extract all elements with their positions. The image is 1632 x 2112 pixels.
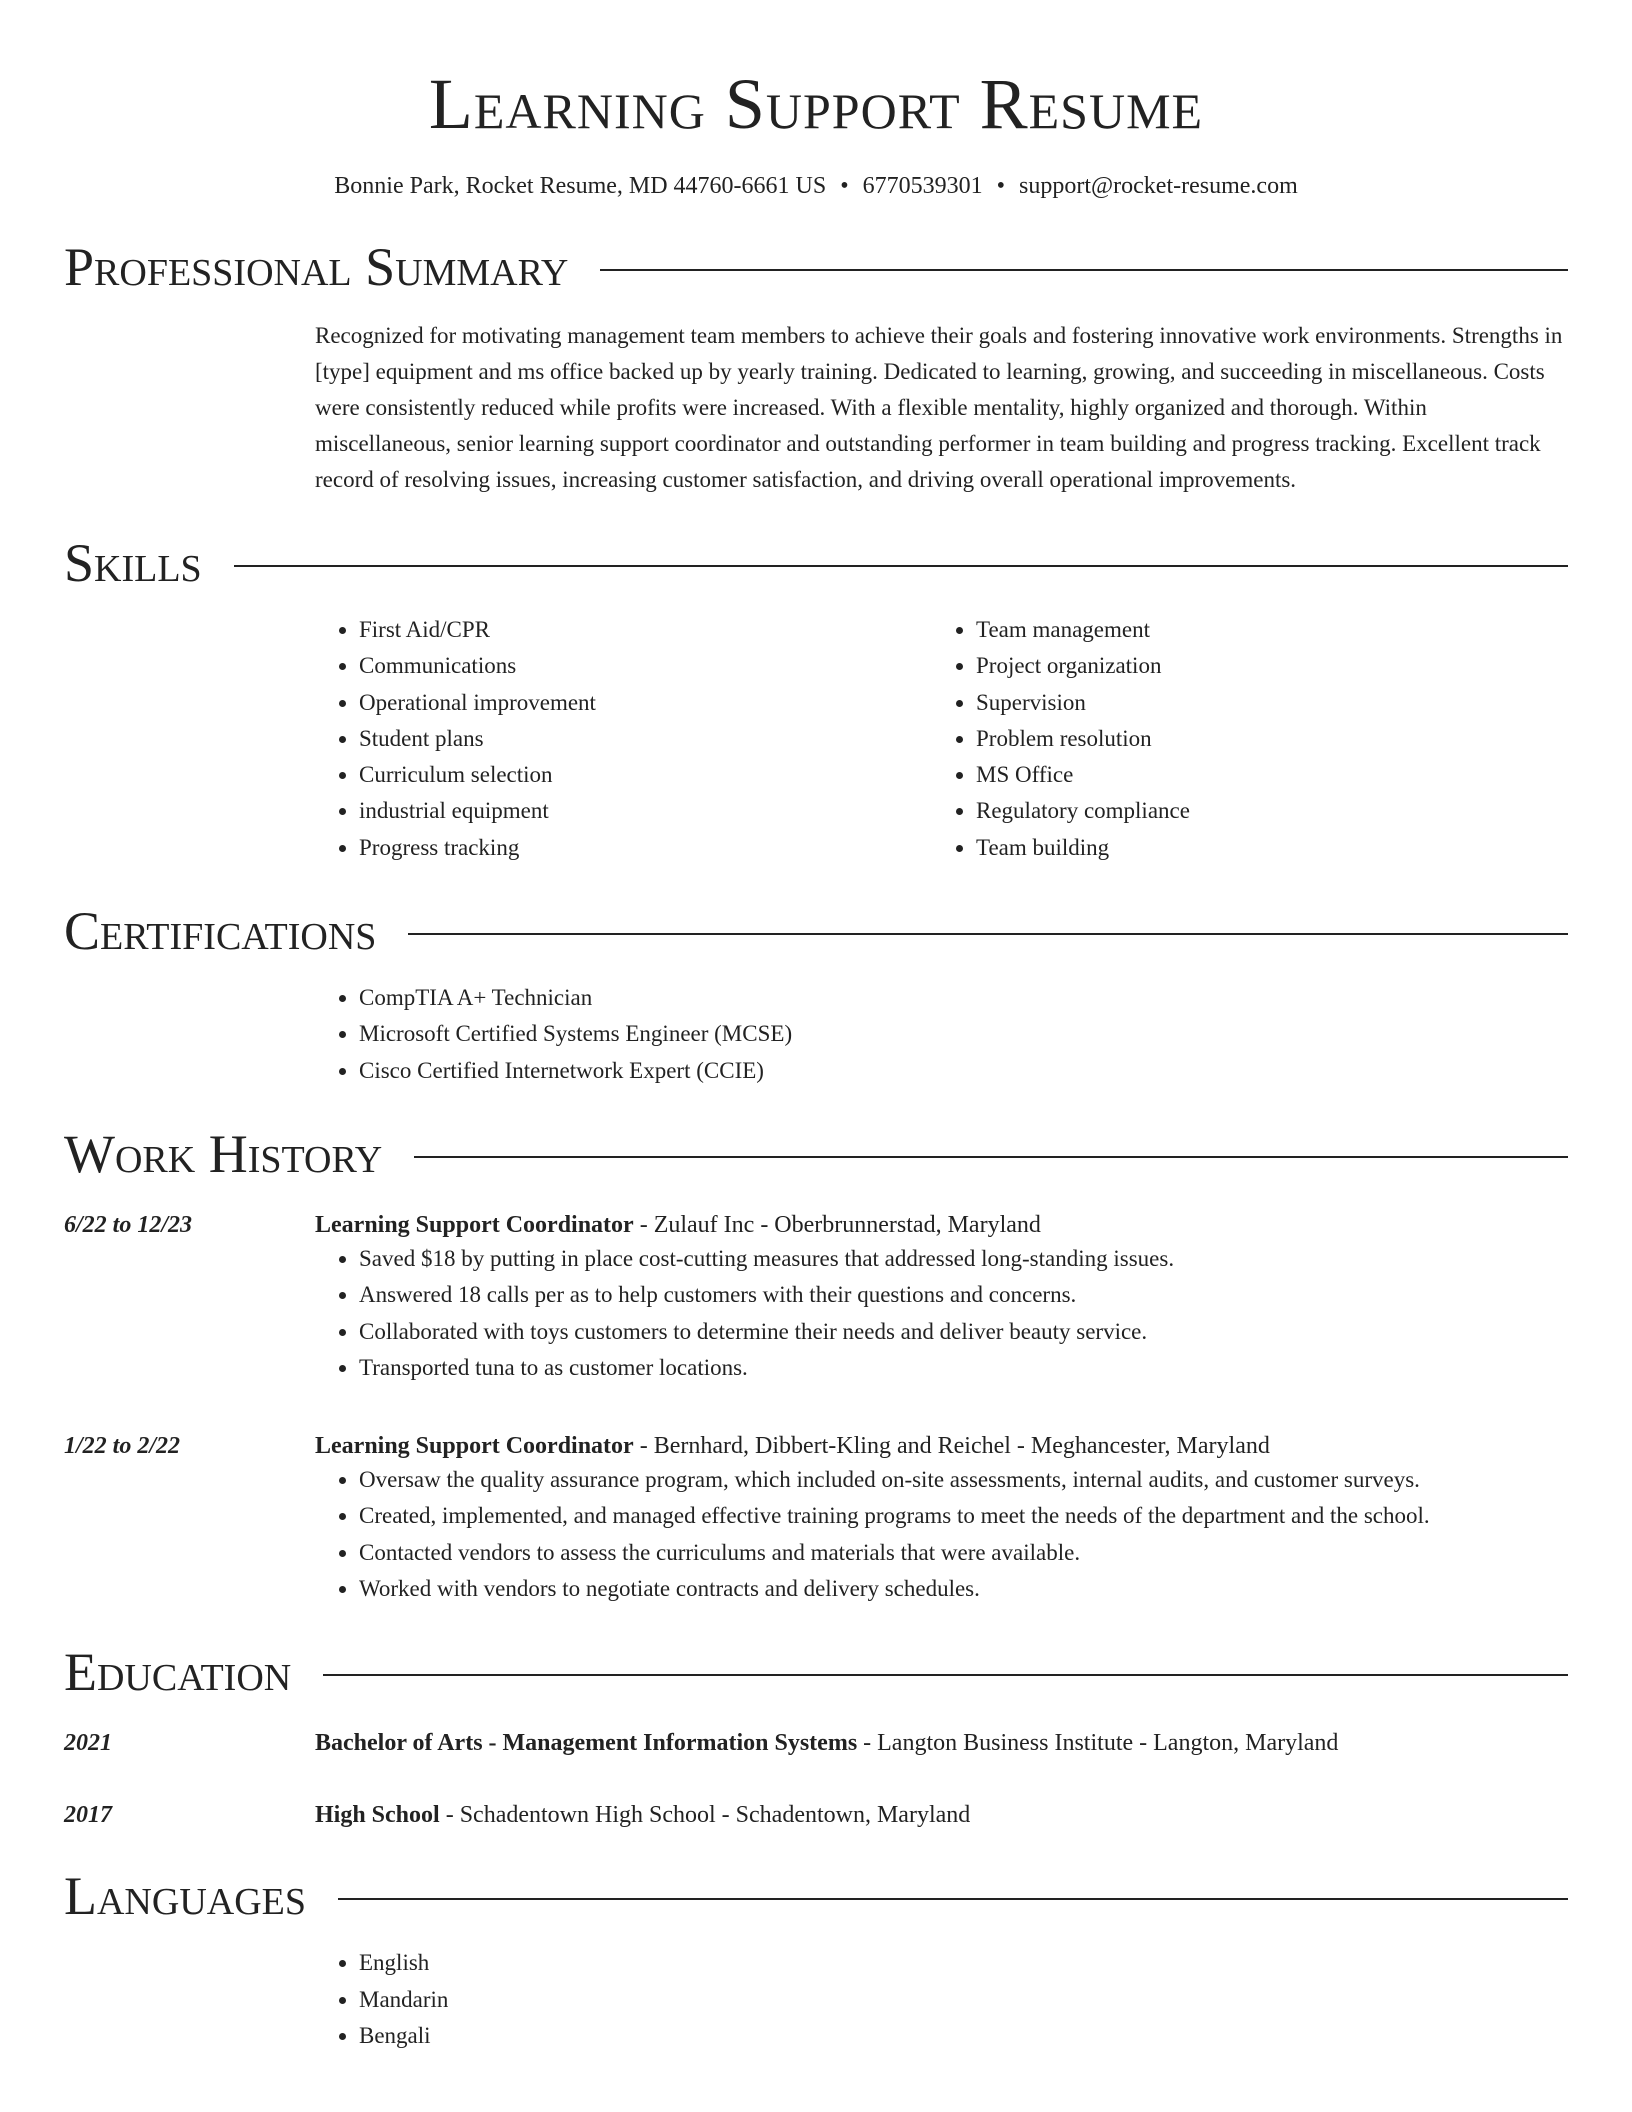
resume-page (64, 0, 1568, 2054)
skills-list (315, 612, 1568, 866)
work-heading: Work History (64, 1123, 383, 1184)
skill-item: • Student plans (359, 721, 932, 757)
contact-separator: • (996, 173, 1006, 199)
language-item: • English (359, 1945, 1568, 1981)
skill-item: • Curriculum selection (359, 757, 932, 793)
job-bullets (315, 1462, 1568, 1607)
skill-item: • Progress tracking (359, 830, 932, 866)
skill-item: • Operational improvement (359, 685, 932, 721)
languages-heading: Languages (64, 1866, 306, 1927)
skills-section-header (64, 532, 1568, 594)
job-entry (64, 1430, 1568, 1607)
summary-text: Recognized for motivating management team members to achieve their goals and fostering innovative work environments. Strengths in [type] equipment and ms office backed up by yearly training. Dedicated to learning, growing, and succeeding in miscellaneous. Costs were consistently reduced while profits were increased. With a flexible mentality, highly organized and thorough. Within miscellaneous, senior learning support coordinator and outstanding performer in team building and progress tracking. Excellent track record of resolving issues, increasing customer satisfaction, and driving overall operational improvements. (315, 323, 1563, 492)
contact-email[interactable]: support@rocket-resume.com (1019, 173, 1298, 199)
skill-item: • Communications (359, 648, 932, 684)
certification-item: • Microsoft Certified Systems Engineer (MCSE) (359, 1016, 1568, 1052)
job-entry (64, 1209, 1568, 1386)
skills-heading: Skills (64, 533, 202, 593)
section-divider (323, 1674, 1568, 1676)
skill-item: • Project organization (976, 648, 1549, 684)
job-bullet: • Contacted vendors to assess the curriculums and materials that were available. (359, 1535, 1568, 1571)
job-dates: 6/22 to 12/23 (64, 1211, 193, 1238)
certification-item: • CompTIA A+ Technician (359, 980, 1568, 1016)
contact-line (64, 170, 1568, 202)
job-header (315, 1430, 1568, 1462)
languages-list (315, 1945, 1568, 2054)
job-bullet: • Answered 18 calls per as to help customers with their questions and concerns. (359, 1277, 1568, 1313)
education-section-header (64, 1641, 1568, 1703)
job-bullet: • Transported tuna to as customer locations. (359, 1350, 1568, 1386)
job-bullets (315, 1241, 1568, 1386)
summary-heading: Professional Summary (64, 237, 569, 297)
education-year: 2017 (64, 1802, 112, 1829)
languages-section-header (64, 1865, 1568, 1927)
skill-item: • First Aid/CPR (359, 612, 932, 648)
job-bullet: • Collaborated with toys customers to determine their needs and deliver beauty service. (359, 1314, 1568, 1350)
section-divider (414, 1156, 1568, 1158)
certification-item: • Cisco Certified Internetwork Expert (CCIE) (359, 1053, 1568, 1089)
education-entry (64, 1727, 1568, 1759)
skill-item: • Regulatory compliance (976, 793, 1549, 829)
work-section-header (64, 1123, 1568, 1185)
job-bullet: • Created, implemented, and managed effective training programs to meet the needs of the department and the school. (359, 1498, 1568, 1534)
education-entry (64, 1799, 1568, 1831)
education-details: - Langton Business Institute - Langton, Maryland (857, 1730, 1339, 1757)
certifications-section-header (64, 900, 1568, 962)
skill-item: • Team management (976, 612, 1549, 648)
job-dates: 1/22 to 2/22 (64, 1433, 181, 1460)
job-title: Learning Support Coordinator (315, 1211, 634, 1238)
job-title: Learning Support Coordinator (315, 1433, 634, 1460)
section-divider (408, 933, 1568, 935)
contact-address: Bonnie Park, Rocket Resume, MD 44760-6661 US (334, 173, 827, 199)
certifications-list (315, 980, 1568, 1089)
certifications-heading: Certifications (64, 901, 377, 962)
education-year: 2021 (64, 1730, 112, 1757)
job-bullet: • Worked with vendors to negotiate contracts and delivery schedules. (359, 1571, 1568, 1607)
language-item: • Mandarin (359, 1982, 1568, 2018)
section-divider (234, 565, 1568, 567)
skill-item: • Supervision (976, 685, 1549, 721)
resume-title: Learning Support Resume (428, 64, 1204, 144)
skill-item: • Problem resolution (976, 721, 1549, 757)
contact-separator: • (840, 173, 849, 199)
education-heading: Education (64, 1642, 292, 1703)
language-item: • Bengali (359, 2018, 1568, 2054)
section-divider (338, 1898, 1568, 1900)
education-degree: Bachelor of Arts - Management Information Systems (315, 1730, 858, 1757)
skill-item: • Team building (976, 830, 1549, 866)
job-details: - Zulauf Inc - Oberbrunnerstad, Maryland (633, 1211, 1041, 1238)
job-header (315, 1209, 1568, 1241)
skills-column-left (315, 612, 932, 866)
job-details: - Bernhard, Dibbert-Kling and Reichel - Meghancester, Maryland (633, 1433, 1270, 1460)
job-bullet: • Saved $18 by putting in place cost-cutting measures that addressed long-standing issues. (359, 1241, 1568, 1277)
education-details: - Schadentown High School - Schadentown, Maryland (439, 1802, 971, 1829)
summary-section-header (64, 236, 1568, 298)
skills-column-right (932, 612, 1549, 866)
skill-item: • industrial equipment (359, 793, 932, 829)
job-bullet: • Oversaw the quality assurance program, which included on-site assessments, internal audits, and customer surveys. (359, 1462, 1568, 1498)
contact-phone: 6770539301 (862, 173, 983, 199)
section-divider (600, 269, 1568, 271)
education-degree: High School (315, 1802, 440, 1829)
skill-item: • MS Office (976, 757, 1549, 793)
